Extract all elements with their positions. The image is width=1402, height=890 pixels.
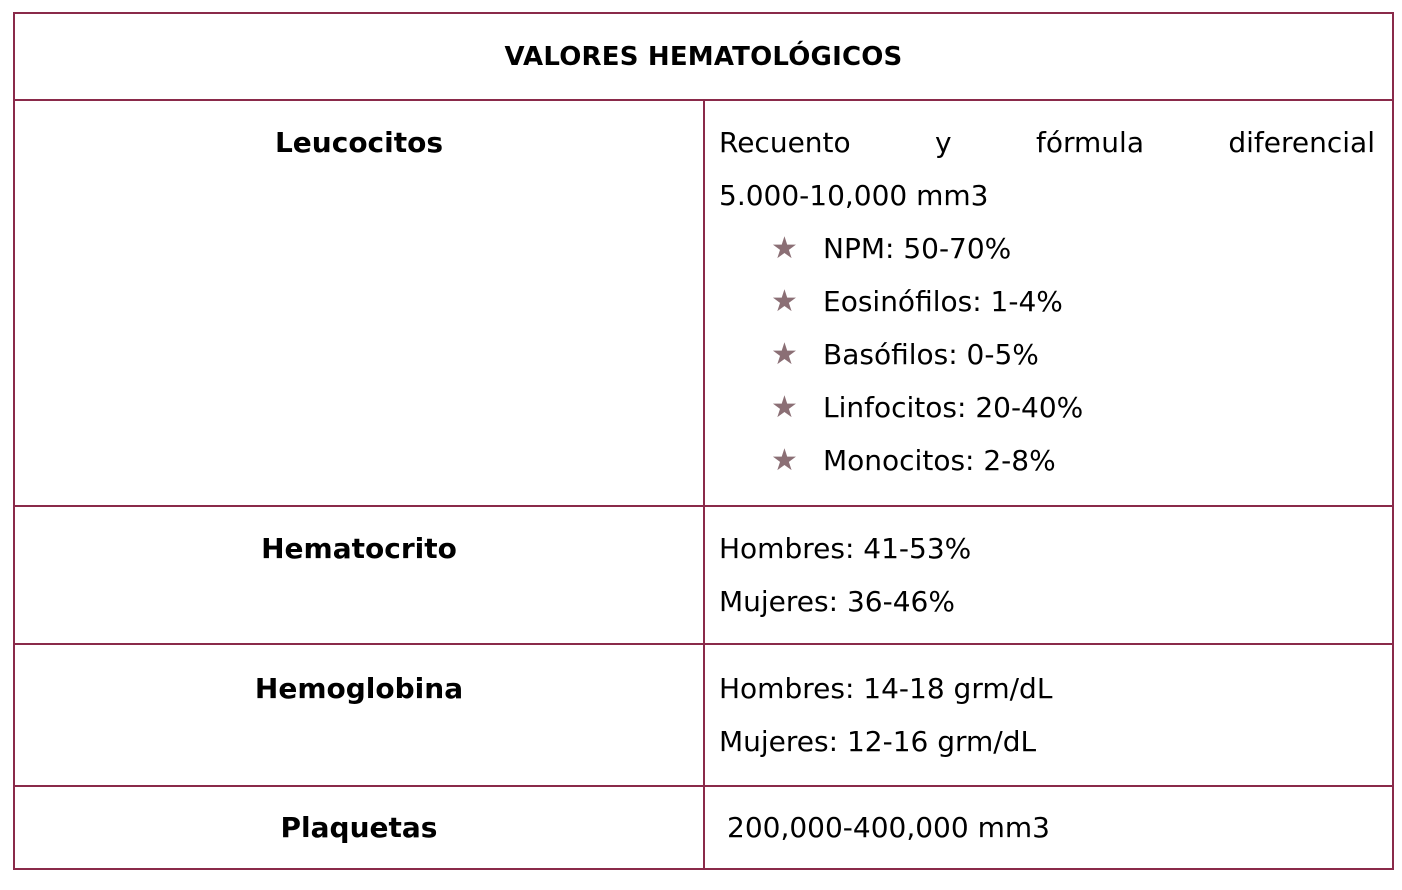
- star-icon: ★: [771, 337, 798, 372]
- row-label-hematocrito: Hematocrito: [261, 532, 457, 565]
- description-word: Recuento: [719, 126, 851, 159]
- description-word: diferencial: [1228, 126, 1375, 159]
- row-value-plaquetas: [727, 801, 1383, 854]
- row-value-hemoglobina: [719, 662, 1375, 768]
- leucocitos-range: 5.000-10,000 mm3: [719, 179, 989, 212]
- list-item: [771, 434, 1375, 487]
- value-line: Hombres: 41-53%: [719, 532, 972, 565]
- star-icon: ★: [771, 284, 798, 319]
- value-line: Hombres: 14-18 grm/dL: [719, 672, 1053, 705]
- leucocitos-description-line: [719, 116, 1375, 169]
- value-line: Mujeres: 36-46%: [719, 585, 955, 618]
- star-icon: ★: [771, 231, 798, 266]
- column-divider: [703, 99, 705, 868]
- list-item-text: NPM: 50-70%: [823, 232, 1012, 265]
- star-icon: ★: [771, 443, 798, 478]
- list-item-text: Linfocitos: 20-40%: [823, 391, 1084, 424]
- value-line: Mujeres: 12-16 grm/dL: [719, 725, 1037, 758]
- list-item: [771, 328, 1375, 381]
- description-word: fórmula: [1036, 126, 1144, 159]
- list-item: [771, 222, 1375, 275]
- list-item-text: Monocitos: 2-8%: [823, 444, 1056, 477]
- table-title: VALORES HEMATOLÓGICOS: [504, 41, 903, 72]
- description-word: y: [935, 126, 952, 159]
- list-item: [771, 275, 1375, 328]
- row-label-plaquetas: Plaquetas: [280, 811, 438, 844]
- value-line: 200,000-400,000 mm3: [727, 811, 1050, 844]
- star-icon: ★: [771, 390, 798, 425]
- list-item-text: Eosinófilos: 1-4%: [823, 285, 1063, 318]
- row-label-hemoglobina: Hemoglobina: [254, 672, 464, 705]
- list-item: [771, 381, 1375, 434]
- row-value-leucocitos: [719, 116, 1375, 487]
- row-label-leucocitos: Leucocitos: [274, 126, 444, 159]
- list-item-text: Basófilos: 0-5%: [823, 338, 1039, 371]
- hematology-table: [13, 12, 1394, 870]
- row-value-hematocrito: [719, 522, 1375, 628]
